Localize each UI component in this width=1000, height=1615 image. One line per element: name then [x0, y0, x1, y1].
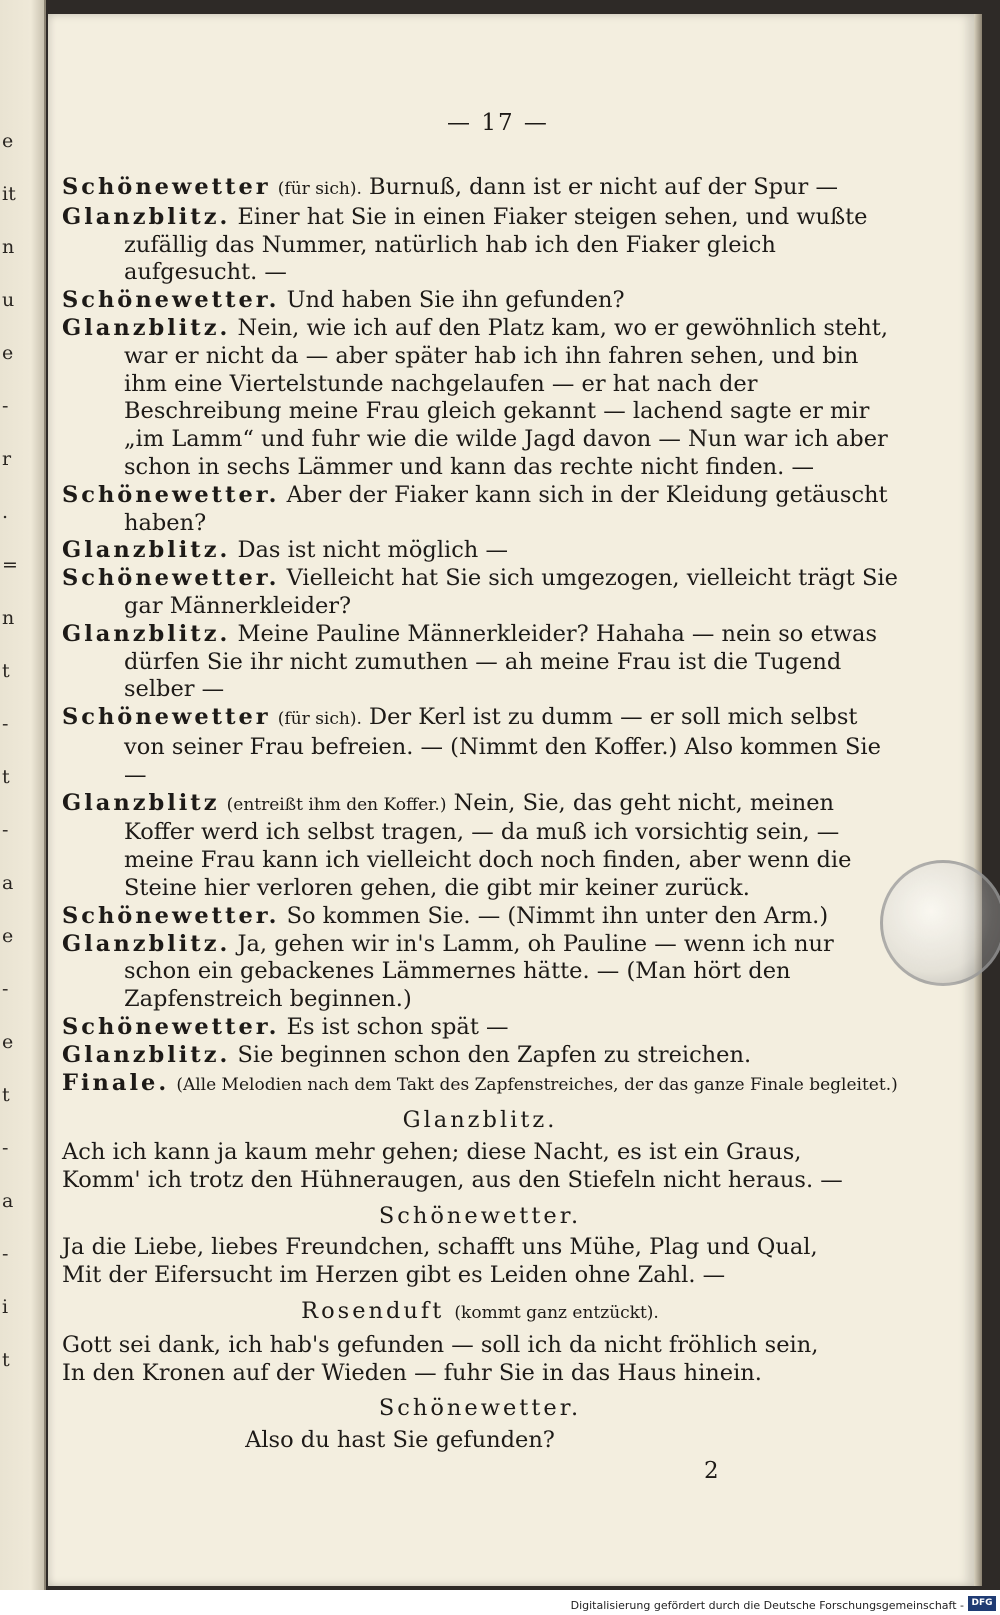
page-stack-edge [974, 14, 982, 1586]
dialogue-text: Aber der Fiaker kann sich in der Kleidung getäuscht haben? [124, 481, 888, 536]
verse-speaker-name: Glanzblitz. [402, 1107, 558, 1134]
left-page-fragment: e [2, 130, 14, 152]
dialogue-text: Nein, Sie, das geht nicht, meinen Koffer werd ich selbst tragen, — da muß ich vorsichtig sein, — meine Frau kann ich vielleicht doch noch finden, aber wenn die Steine hier verloren gehen, die gibt mir keiner zurück. [124, 789, 852, 901]
dialogue-line [62, 1014, 898, 1042]
verse-line: Komm' ich trotz den Hühneraugen, aus den Stiefeln nicht heraus. — [62, 1166, 843, 1193]
left-page-fragment: e [2, 342, 14, 364]
speaker-name: Glanzblitz. [62, 314, 231, 341]
speaker-name: Glanzblitz [62, 789, 220, 816]
verse-speaker [62, 1107, 898, 1135]
left-page-fragment: - [2, 1243, 9, 1265]
speaker-name: Glanzblitz. [62, 620, 231, 647]
verse-block [62, 1203, 898, 1290]
left-page-fragment: = [2, 554, 18, 576]
left-page-fragment: a [2, 872, 14, 894]
dialogue-text: Das ist nicht möglich — [237, 537, 508, 564]
dialogue-line [62, 931, 898, 1014]
verse-line: Mit der Eifersucht im Herzen gibt es Leiden ohne Zahl. — [62, 1262, 726, 1289]
verse-line: In den Kronen auf der Wieden — fuhr Sie in das Haus hinein. [62, 1359, 762, 1386]
left-page-fragment: t [2, 1349, 10, 1371]
dialogue-line [62, 482, 898, 538]
page-text [62, 174, 898, 1461]
signature-mark: 2 [704, 1458, 719, 1484]
dialogue-line [62, 537, 898, 565]
left-page-fragment: a [2, 1190, 14, 1212]
speaker-name: Glanzblitz. [62, 1041, 231, 1068]
dialogue-line [62, 790, 898, 903]
left-page-fragment: - [2, 978, 9, 1000]
left-page-fragment: e [2, 1031, 14, 1053]
stage-direction: (Alle Melodien nach dem Takt des Zapfenstreiches, der das ganze Finale begleitet.) [176, 1074, 898, 1095]
dialogue-text: So kommen Sie. — (Nimmt ihn unter den Arm.) [286, 902, 829, 929]
footer-credit: Digitalisierung gefördert durch die Deutsche Forschungsgemeinschaft - [570, 1599, 964, 1612]
left-page-fragment: e [2, 925, 14, 947]
dialogue-line [62, 621, 898, 704]
magnifier-tool[interactable] [880, 860, 1000, 986]
dialogue-line [62, 287, 898, 315]
dialogue-text: Es ist schon spät — [286, 1013, 509, 1040]
speaker-name: Glanzblitz. [62, 203, 231, 230]
left-page-fragment: - [2, 819, 9, 841]
dialogue-line [62, 174, 898, 204]
dialogue-line [62, 704, 898, 789]
footer-bar [0, 1590, 1000, 1615]
left-page-fragment: r [2, 448, 12, 470]
speaker-name: Glanzblitz. [62, 537, 231, 564]
verse-speaker [62, 1298, 898, 1328]
dialogue-text: Und haben Sie ihn gefunden? [286, 287, 625, 314]
speaker-name: Schönewetter. [62, 1013, 280, 1040]
page-number: — 17 — [447, 110, 549, 136]
verse-line: Ja die Liebe, liebes Freundchen, schafft uns Mühe, Plag und Qual, [62, 1234, 818, 1261]
verse-speaker-name: Schönewetter. [378, 1395, 582, 1422]
left-page-fragment: n [2, 607, 15, 629]
stage-direction: (für sich). [277, 179, 362, 199]
dialogue-text: Einer hat Sie in einen Fiaker steigen sehen, und wußte zufällig das Nummer, natürlich hab ich den Fiaker gleich aufgesucht. — [124, 203, 868, 286]
dialogue-line [62, 903, 898, 931]
verse-direction: (kommt ganz entzückt). [454, 1303, 659, 1324]
left-page-fragment: - [2, 713, 9, 735]
stage-direction: (für sich). [277, 709, 362, 730]
speaker-name: Schönewetter. [62, 481, 280, 508]
verse-speaker-name: Rosenduft [301, 1298, 445, 1325]
left-page-fragment: - [2, 395, 9, 417]
speaker-name: Schönewetter. [62, 287, 280, 314]
dialogue-text: Sie beginnen schon den Zapfen zu streichen. [237, 1041, 752, 1068]
verse-speaker [62, 1395, 898, 1423]
left-page-fragment: n [2, 236, 15, 258]
verse-block [62, 1395, 898, 1455]
left-page-fragment: . [2, 501, 9, 523]
dialogue-text: Der Kerl ist zu dumm — er soll mich selbst von seiner Frau befreien. — (Nimmt den Koffer.) Also kommen Sie — [124, 704, 881, 788]
verse-speaker-name: Schönewetter. [378, 1202, 582, 1229]
verse-line: Gott sei dank, ich hab's gefunden — soll ich da nicht fröhlich sein, [62, 1331, 819, 1358]
left-page-fragment: t [2, 1084, 10, 1106]
verse-line: Ach ich kann ja kaum mehr gehen; diese Nacht, es ist ein Graus, [62, 1139, 802, 1166]
left-page-fragment: u [2, 289, 15, 311]
speaker-name: Schönewetter [62, 174, 271, 200]
dialogue-line [62, 565, 898, 621]
dfg-logo: DFG [968, 1596, 996, 1611]
speaker-name: Glanzblitz. [62, 930, 231, 957]
speaker-name: Schönewetter. [62, 565, 280, 592]
left-page-edge [0, 0, 46, 1590]
dialogue-line [62, 315, 898, 482]
dialogue-line [62, 204, 898, 287]
verse-block [62, 1298, 898, 1387]
left-page-fragment: it [2, 183, 16, 205]
book-page [48, 14, 974, 1586]
dialogue-text: Vielleicht hat Sie sich umgezogen, vielleicht trägt Sie gar Männerkleider? [124, 565, 898, 619]
verse-line: Also du hast Sie gefunden? [245, 1427, 555, 1454]
speaker-name: Schönewetter. [62, 902, 280, 929]
left-page-fragment: - [2, 1137, 9, 1159]
dialogue-line [62, 1042, 898, 1070]
verse-speaker [62, 1203, 898, 1231]
left-page-fragment: i [2, 1296, 9, 1318]
stage-direction: (entreißt ihm den Koffer.) [226, 794, 447, 815]
dialogue-line [62, 1070, 898, 1100]
dialogue-text: Nein, wie ich auf den Platz kam, wo er gewöhnlich steht, war er nicht da — aber später hab ich ihn fahren sehen, und bin ihm eine Viertelstunde nachgelaufen — er hat nach der Beschreibung meine Frau gleich gekannt — lachend sagte er mir „im Lamm“ und fuhr wie die wilde Jagd davon — Nun war ich aber schon in sechs Lämmer und kann das rechte nicht finden. — [124, 314, 888, 480]
left-page-fragment: t [2, 660, 10, 682]
speaker-name: Finale. [62, 1069, 170, 1096]
dialogue-text: Meine Pauline Männerkleider? Hahaha — nein so etwas dürfen Sie ihr nicht zumuthen — ah meine Frau ist die Tugend selber — [124, 620, 878, 703]
dialogue-text: Burnuß, dann ist er nicht auf der Spur — [369, 174, 838, 200]
dialogue-text: Ja, gehen wir in's Lamm, oh Pauline — wenn ich nur schon ein gebackenes Lämmernes hätte. — (Man hört den Zapfenstreich beginnen.) [124, 930, 834, 1013]
speaker-name: Schönewetter [62, 704, 271, 731]
verse-block [62, 1107, 898, 1194]
left-page-fragment: t [2, 766, 10, 788]
